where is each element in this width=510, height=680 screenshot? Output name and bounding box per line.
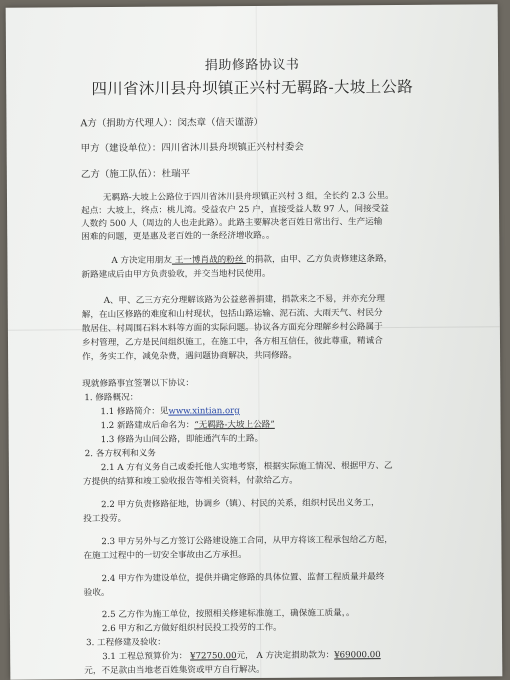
document-title: 捐助修路协议书 [204, 57, 300, 74]
donation-label: A 方决定捐助款为： [256, 650, 335, 661]
section-2-1-line-2: 方提供的结算和竣工验收报告等相关资料，付款给乙方。 [82, 475, 298, 488]
section-2-2-line-2: 投工投劳。 [83, 513, 127, 525]
section-1-1-label: 1.1 修路简介：见 [100, 406, 169, 418]
donation-line-1 [111, 253, 392, 268]
budget-unit: 元， [236, 651, 254, 662]
section-2-4-line-1: 2.4 甲方作为建设单位，提供并确定修路的具体位置、监督工程质量并最终 [101, 572, 385, 585]
section-1-3: 1.3 修路为山间公路，即能通汽车的土路。 [100, 433, 264, 446]
road-name: “无羁路-大坡上公路” [194, 419, 275, 431]
document-subtitle: 四川省沐川县舟坝镇正兴村无羁路-大坡上公路 [91, 77, 414, 99]
understanding-line-1: A、甲、乙三方充分理解该路为公益慈善捐建，捐款来之不易，并亦充分理 [103, 294, 385, 307]
donation-text-2: 的捐款，由甲、乙方负责修建这条路， [246, 254, 393, 266]
party-a-label: A方（捐助方代理人）： [80, 117, 178, 130]
intro-line-1: 无羁路-大坡上公路位于四川省沐川县舟坝镇正兴村 3 组，全长约 2.3 公里。 [102, 191, 394, 204]
agreement-intro: 现就修路事宜签署以下协议： [82, 378, 195, 390]
donation-line-2: 新路建成后由甲方负责验收，并交当地村民使用。 [81, 268, 271, 281]
party-a [80, 116, 263, 130]
section-1-title: 1. 修路概况： [84, 392, 139, 404]
party-jia-value: 四川省沐川县舟坝镇正兴村村委会 [161, 141, 304, 154]
party-a-value: 闵杰章（信天谨游） [177, 116, 264, 129]
section-1-2-label: 1.2 新路建成后命名为： [100, 420, 195, 432]
section-2-3-line-1: 2.3 甲方另外与乙方签订公路建设施工合同，从甲方将该工程承包给乙方起， [101, 535, 393, 548]
party-yi-value: 杜瑞平 [161, 168, 191, 180]
section-3-1 [102, 649, 381, 664]
section-2-2-line-1: 2.2 甲方负责修路征地，协调乡（镇）、村民的关系，组织村民出义务工， [101, 498, 380, 511]
website-link[interactable]: www.xintian.org [168, 406, 240, 417]
understanding-line-3: 散居住、村周围石料木料等方面的实际问题。协议各方面充分理解乡村公路属于 [81, 322, 383, 335]
budget-amount: ¥72750.00 [190, 651, 237, 662]
section-2-3-line-2: 在施工过程中的一切安全事故由乙方承担。 [83, 550, 247, 562]
party-yi [81, 167, 190, 181]
section-3-1-tail: 元，不足款由当地老百姓集资或甲方自行解决。 [84, 664, 265, 677]
section-2-5: 2.5 乙方作为施工单位，按照相关修建标准施工，确保施工质量，。 [101, 608, 355, 621]
section-2-4-line-2: 验收。 [83, 588, 110, 599]
understanding-line-2: 解，在山区修路的难度和山村现状，包括山路运输、泥石流、大雨天气、村民分 [81, 308, 383, 321]
party-jia [81, 141, 304, 156]
intro-line-2: 起点：大坡上，终点：桃儿湾。受益农户 25 户，直接受益人数 97 人，间接受益 [81, 204, 389, 217]
intro-line-3: 人数约 500 人（周边的人也走此路）。此路主要解决老百姓日常出行、生产运输 [81, 217, 383, 230]
section-1-2 [101, 419, 275, 433]
party-jia-label: 甲方（建设单位）： [80, 142, 162, 155]
donation-text-1: A 方决定用朋友 [111, 255, 172, 266]
budget-label: 3.1 工程总预算价为： [102, 651, 188, 663]
donation-amount: ¥69000.00 [334, 650, 381, 661]
section-2-title: 2. 各方权利和义务 [84, 448, 156, 460]
party-yi-label: 乙方（施工队伍）： [80, 168, 162, 181]
understanding-line-5: 作，务实工作，减免杂费，遇问题协商解决，共同修路。 [82, 350, 297, 363]
section-3-title: 3. 工程修建及验收： [86, 637, 166, 649]
section-1-1 [100, 405, 239, 419]
understanding-line-4: 乡村管理，乙方是民间组织施工，在施工中，各方相互信任，彼此尊重，精诚合 [81, 336, 383, 349]
section-2-6: 2.6 甲方和乙方做好组织村民投工投劳的工作。 [101, 622, 282, 635]
donor-name: 王一博肖战的粉丝 [171, 255, 247, 266]
agreement-page [6, 4, 503, 679]
section-2-1-line-1: 2.1 A 方有义务自己或委托他人实地考察，根据实际施工情况、根据甲方、乙 [100, 461, 393, 474]
intro-line-4: 困难的问题，更是惠及老百姓的一条经济增收路。。 [81, 230, 275, 243]
